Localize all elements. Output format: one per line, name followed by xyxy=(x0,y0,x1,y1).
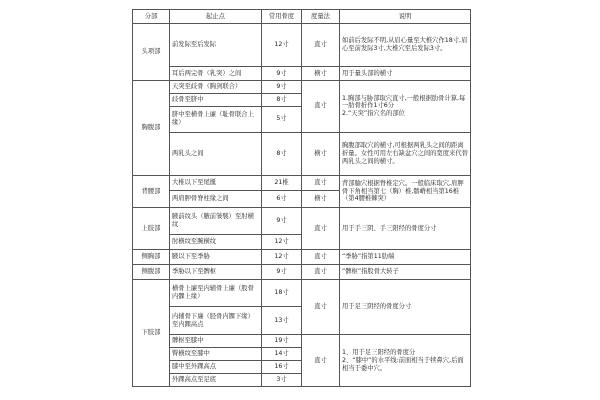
inch-cell: 21椎 xyxy=(262,175,302,190)
method-cell: 直寸 xyxy=(302,81,340,133)
inch-cell: 14寸 xyxy=(262,348,302,361)
inch-cell: 6寸 xyxy=(262,190,302,207)
method-cell: 直寸 xyxy=(302,280,340,335)
part-chest: 胸腹部 xyxy=(133,81,170,176)
inch-cell: 12寸 xyxy=(262,250,302,265)
note-cell: 用于手三阴、手三阳经的骨度分寸 xyxy=(340,208,471,250)
inch-cell: 9寸 xyxy=(262,67,302,81)
method-cell: 横寸 xyxy=(302,190,340,207)
part-head: 头项部 xyxy=(133,24,170,81)
range-cell: 臀横纹至膝中 xyxy=(170,348,262,361)
range-cell: 膝中至外踝高点 xyxy=(170,361,262,374)
note-cell: 1.胸部与胁部取穴直寸,一般根据肋骨计算,每一肋骨折作1寸6分 2.“天突”指穴名的部位 xyxy=(340,81,471,133)
inch-cell: 3寸 xyxy=(262,374,302,387)
range-cell: 脐中至横骨上廉（耻骨联合上缘） xyxy=(170,106,262,132)
note-cell: “髀枢”指股骨大转子 xyxy=(340,265,471,280)
table-row xyxy=(133,81,471,94)
method-cell: 直寸 xyxy=(302,250,340,265)
range-cell: 季胁以下至髀枢 xyxy=(170,265,262,280)
table-row xyxy=(133,67,471,81)
range-cell: 两乳头之间 xyxy=(170,132,262,175)
range-cell: 前发际至后发际 xyxy=(170,24,262,67)
table-row xyxy=(133,208,471,235)
range-cell: 腋前纹头（腋前皱襞）至肘横纹 xyxy=(170,208,262,235)
inch-cell: 5寸 xyxy=(262,106,302,132)
range-cell: 肘横纹至腕横纹 xyxy=(170,235,262,250)
range-cell: 髀枢至膝中 xyxy=(170,335,262,348)
inch-cell: 16寸 xyxy=(262,361,302,374)
note-cell: “季胁”指第11肋端 xyxy=(340,250,471,265)
table-row xyxy=(133,24,471,67)
header-method: 度量法 xyxy=(302,10,340,24)
header-start-end: 起止点 xyxy=(170,10,262,24)
inch-cell: 19寸 xyxy=(262,335,302,348)
table-header-row xyxy=(133,10,471,24)
range-cell: 外踝高点至足底 xyxy=(170,374,262,387)
inch-cell: 8寸 xyxy=(262,132,302,175)
range-cell: 两肩胛骨脊柱缘之间 xyxy=(170,190,262,207)
header-note: 说明 xyxy=(340,10,471,24)
part-back: 背腰部 xyxy=(133,175,170,207)
method-cell: 横寸 xyxy=(302,67,340,81)
range-cell: 耳后两完骨（乳突）之间 xyxy=(170,67,262,81)
range-cell: 腋以下至季胁 xyxy=(170,250,262,265)
inch-cell: 12寸 xyxy=(262,235,302,250)
part-lateral-abdomen: 侧腹部 xyxy=(133,265,170,280)
method-cell: 直寸 xyxy=(302,208,340,250)
method-cell: 横寸 xyxy=(302,132,340,175)
bone-proportion-table xyxy=(132,9,471,387)
range-cell: 大椎以下至尾骶 xyxy=(170,175,262,190)
note-cell: 胸腹部取穴的横寸,可根据两乳头之间的距离折量。女性可用左右缺盆穴之间的宽度来代替两乳头之间的横寸。 xyxy=(340,132,471,175)
method-cell: 直寸 xyxy=(302,175,340,190)
table-row xyxy=(133,265,471,280)
inch-cell: 8寸 xyxy=(262,94,302,107)
inch-cell: 12寸 xyxy=(262,24,302,67)
part-lateral-chest: 侧胸部 xyxy=(133,250,170,265)
inch-cell: 9寸 xyxy=(262,81,302,94)
part-upper-limb: 上肢部 xyxy=(133,208,170,250)
inch-cell: 18寸 xyxy=(262,280,302,307)
note-cell: 用于足三阴经的骨度分寸 xyxy=(340,280,471,335)
note-cell: 1、用于足三阳经的骨度分 2、“膝中”的水平线:前面相当于犊鼻穴,后面相当于委中穴。 xyxy=(340,335,471,387)
range-cell: 横骨上廉至内辅骨上廉（股骨内髁上缘） xyxy=(170,280,262,307)
table-row xyxy=(133,175,471,190)
range-cell: 歧骨至脐中 xyxy=(170,94,262,107)
inch-cell: 9寸 xyxy=(262,265,302,280)
method-cell: 直寸 xyxy=(302,24,340,67)
header-part: 分部 xyxy=(133,10,170,24)
range-cell: 内辅骨下廉（胫骨内髁下缘）至内踝高点 xyxy=(170,307,262,335)
table-row xyxy=(133,280,471,307)
inch-cell: 13寸 xyxy=(262,307,302,335)
method-cell: 直寸 xyxy=(302,335,340,387)
inch-cell: 9寸 xyxy=(262,208,302,235)
table-row xyxy=(133,335,471,348)
note-cell: 背部腧穴根据脊椎定穴。一般临床取穴,肩胛骨下角相当第七（胸）椎,髂嵴相当第16椎（第4腰椎棘突） xyxy=(340,175,471,207)
note-cell: 用于量头部的横寸 xyxy=(340,67,471,81)
part-lower-limb: 下肢部 xyxy=(133,280,170,387)
range-cell: 天突至歧骨（胸剑联合） xyxy=(170,81,262,94)
note-cell: 如前后发际不明,从眉心量至大椎穴作18寸,眉心至前发际3寸,大椎穴至后发际3寸。 xyxy=(340,24,471,67)
table-row xyxy=(133,132,471,175)
method-cell: 直寸 xyxy=(302,265,340,280)
header-bone-inch: 常用骨度 xyxy=(262,10,302,24)
bone-proportion-table-document xyxy=(132,9,470,387)
table-row xyxy=(133,250,471,265)
